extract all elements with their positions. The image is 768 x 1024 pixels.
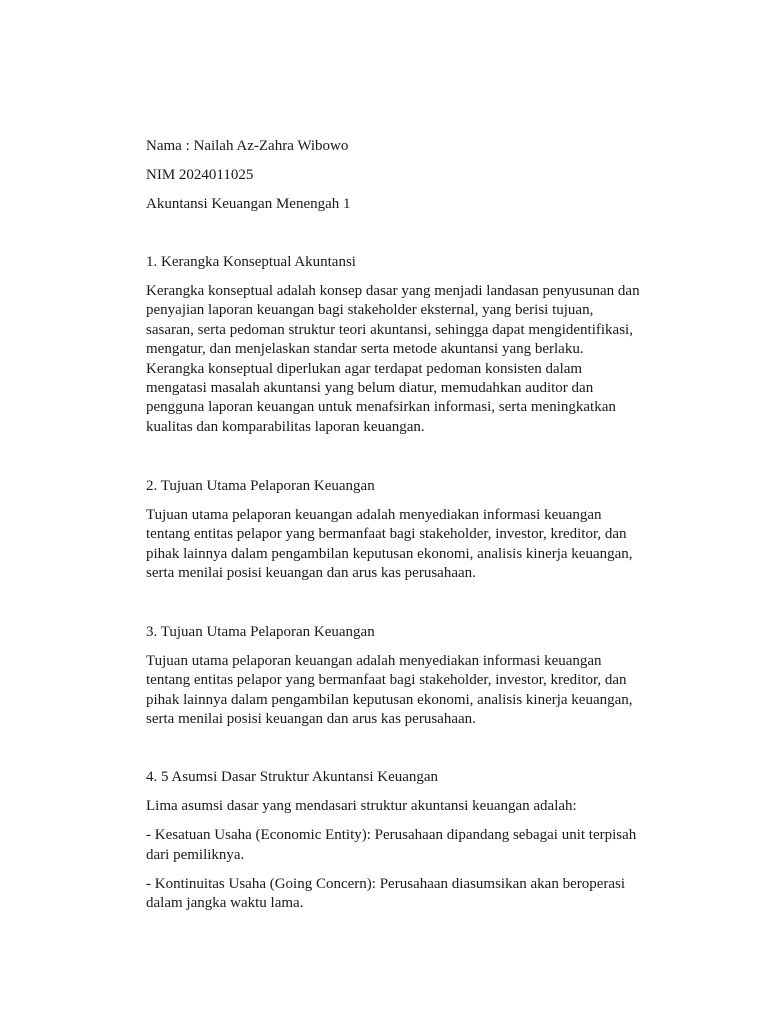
- paragraph-line: pihak lainnya dalam pengambilan keputusan ekonomi, analisis kinerja keuangan,: [146, 692, 633, 708]
- paragraph-line: Kerangka konseptual diperlukan agar terdapat pedoman konsisten dalam: [146, 361, 583, 377]
- paragraph-line: serta menilai posisi keuangan dan arus kas perusahaan.: [146, 711, 476, 727]
- bullet-line: - Kesatuan Usaha (Economic Entity): Perusahaan dipandang sebagai unit terpisah: [146, 827, 637, 843]
- section-heading: 2. Tujuan Utama Pelaporan Keuangan: [146, 478, 375, 494]
- paragraph-line: Tujuan utama pelaporan keuangan adalah menyediakan informasi keuangan: [146, 507, 602, 523]
- paragraph-line: sasaran, serta pedoman struktur teori akuntansi, sehingga dapat mengidentifikasi,: [146, 322, 633, 338]
- bullet-line: - Kontinuitas Usaha (Going Concern): Perusahaan diasumsikan akan beroperasi: [146, 876, 626, 892]
- paragraph-line: mengatur, dan menjelaskan standar serta metode akuntansi yang berlaku.: [146, 341, 584, 357]
- paragraph-line: penyajian laporan keuangan bagi stakeholder eksternal, yang berisi tujuan,: [146, 302, 594, 318]
- student-nim: NIM 2024011025: [146, 167, 254, 183]
- student-name: Nama : Nailah Az-Zahra Wibowo: [146, 138, 349, 154]
- bullet-line: dari pemiliknya.: [146, 847, 245, 863]
- paragraph-line: tentang entitas pelapor yang bermanfaat bagi stakeholder, investor, kreditor, dan: [146, 526, 627, 542]
- section-heading: 4. 5 Asumsi Dasar Struktur Akuntansi Keuangan: [146, 769, 439, 785]
- paragraph-line: serta menilai posisi keuangan dan arus kas perusahaan.: [146, 565, 476, 581]
- paragraph-line: tentang entitas pelapor yang bermanfaat bagi stakeholder, investor, kreditor, dan: [146, 672, 627, 688]
- paragraph-line: pengguna laporan keuangan untuk menafsirkan informasi, serta meningkatkan: [146, 399, 616, 415]
- paragraph-line: Kerangka konseptual adalah konsep dasar yang menjadi landasan penyusunan dan: [146, 283, 640, 299]
- course-title: Akuntansi Keuangan Menengah 1: [146, 196, 351, 212]
- section-heading: 3. Tujuan Utama Pelaporan Keuangan: [146, 624, 375, 640]
- section-heading: 1. Kerangka Konseptual Akuntansi: [146, 254, 356, 270]
- paragraph-line: pihak lainnya dalam pengambilan keputusan ekonomi, analisis kinerja keuangan,: [146, 546, 633, 562]
- paragraph-line: kualitas dan komparabilitas laporan keuangan.: [146, 419, 425, 435]
- paragraph-line: mengatasi masalah akuntansi yang belum diatur, memudahkan auditor dan: [146, 380, 594, 396]
- paragraph-line: Lima asumsi dasar yang mendasari struktur akuntansi keuangan adalah:: [146, 798, 577, 814]
- bullet-line: dalam jangka waktu lama.: [146, 895, 304, 911]
- paragraph-line: Tujuan utama pelaporan keuangan adalah menyediakan informasi keuangan: [146, 653, 602, 669]
